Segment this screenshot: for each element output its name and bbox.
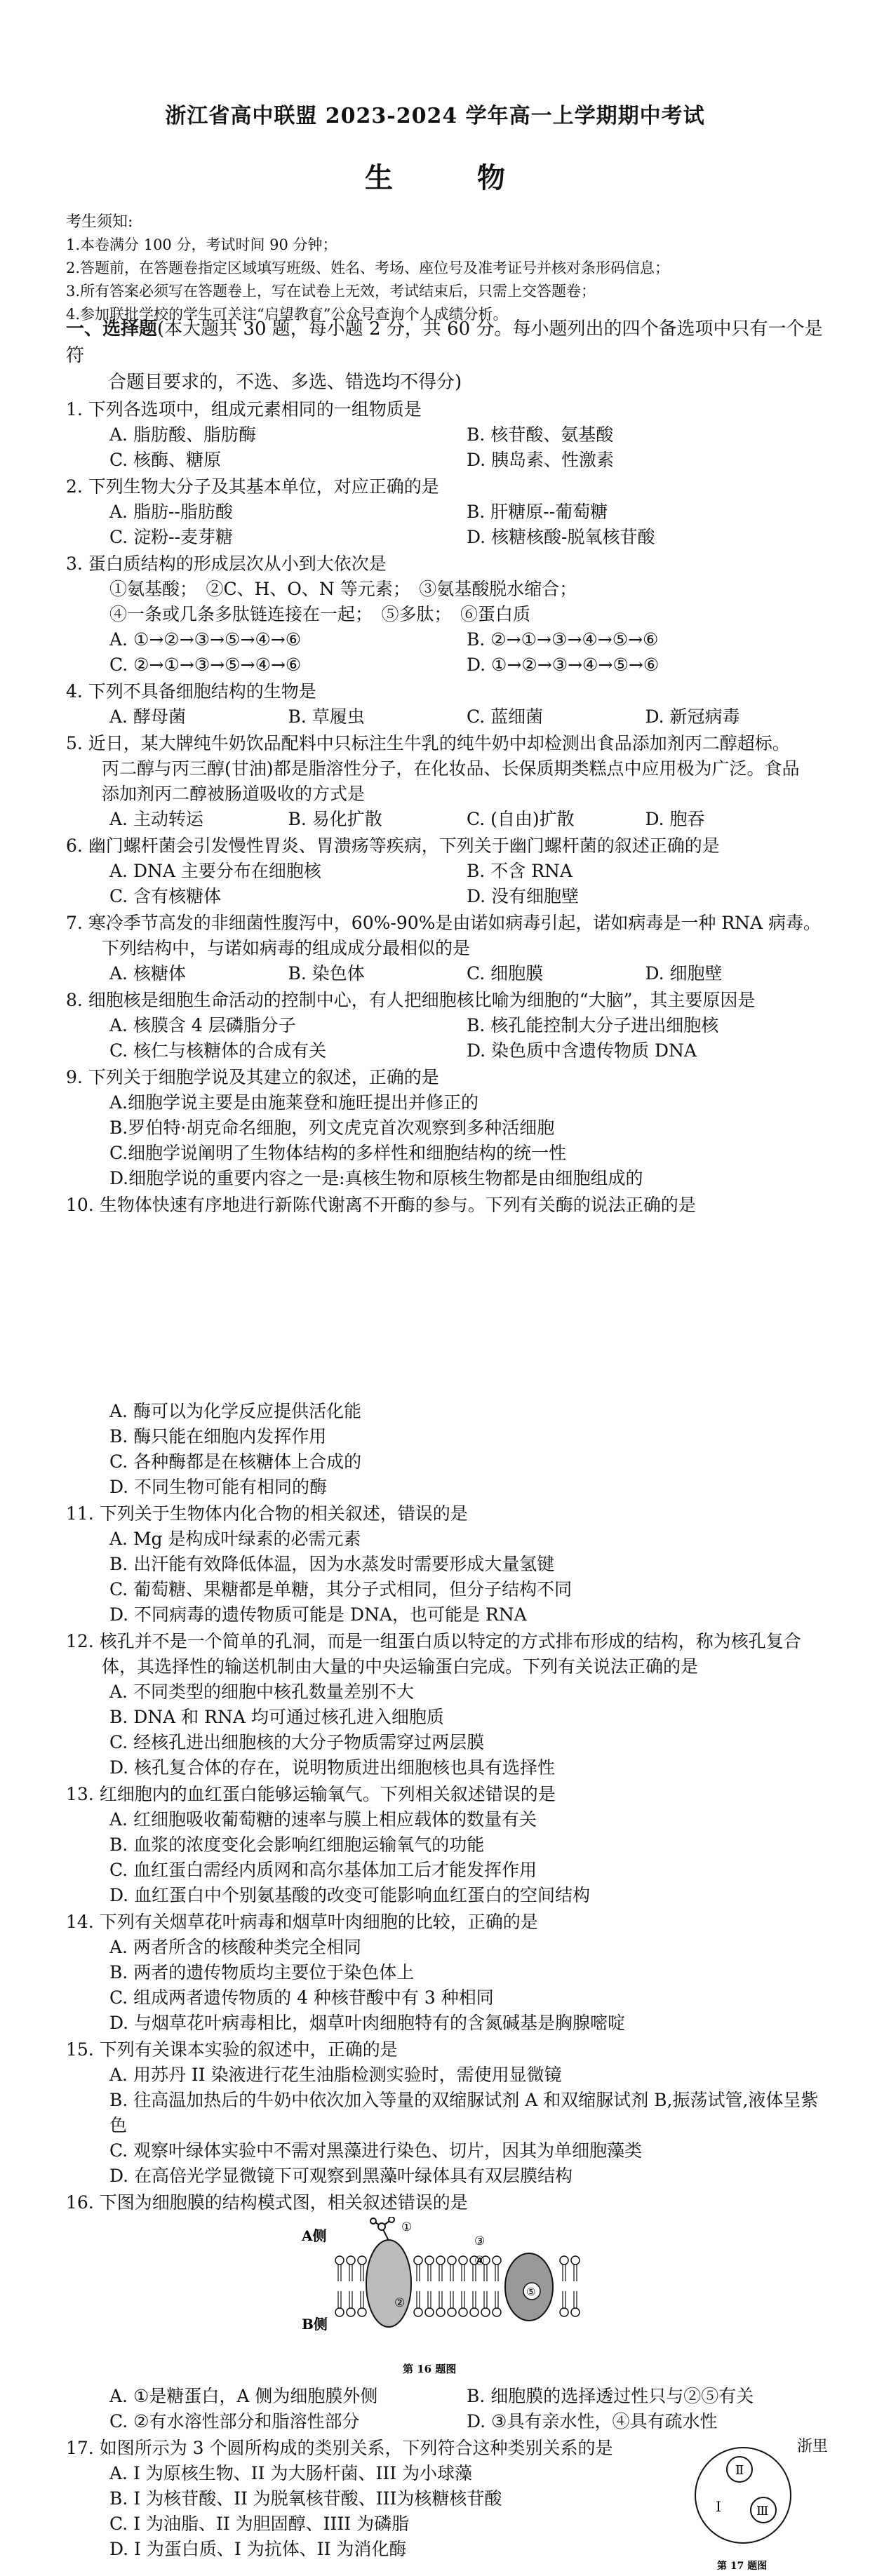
option: B. DNA 和 RNA 均可通过核孔进入细胞质 <box>109 1707 444 1727</box>
question-8 <box>66 988 824 1064</box>
option: B. 血浆的浓度变化会影响红细胞运输氧气的功能 <box>109 1834 485 1855</box>
option: A. ①是糖蛋白，A 侧为细胞膜外侧 <box>109 2386 378 2406</box>
phospholipid-head <box>335 2256 344 2265</box>
question-line: ④一条或几条多肽链连接在一起； ⑤多肽； ⑥蛋白质 <box>109 604 531 624</box>
option: C.细胞学说阐明了生物体结构的多样性和细胞结构的统一性 <box>109 1143 567 1163</box>
question-9 <box>66 1065 824 1191</box>
phospholipid-head <box>425 2256 434 2265</box>
option: D. 胞吞 <box>645 809 705 829</box>
membrane-diagram <box>297 2217 592 2382</box>
option: D. 与烟草花叶病毒相比，烟草叶肉细胞特有的含氮碱基是胸腺嘧啶 <box>109 2013 626 2033</box>
question-line: ①氨基酸； ②C、H、O、N 等元素； ③氨基酸脱水缩合； <box>109 579 577 599</box>
option: A. 主动转运 <box>109 809 203 829</box>
option: A. 不同类型的细胞中核孔数量差别不大 <box>109 1682 414 1702</box>
question-stem: 6. 幽门螺杆菌会引发慢性胃炎、胃溃疡等疾病，下列关于幽门螺杆菌的叙述正确的是 <box>66 836 720 856</box>
option: C. 组成两者遗传物质的 4 种核苷酸中有 3 种相同 <box>109 1987 494 2008</box>
question-12 <box>66 1629 824 1780</box>
question-5 <box>66 731 824 832</box>
venn-figure <box>690 2443 796 2576</box>
option: B. 肝糖原--葡萄糖 <box>467 502 608 522</box>
phospholipid-head <box>448 2256 456 2265</box>
option: B. 细胞膜的选择透过性只与②⑤有关 <box>467 2386 754 2406</box>
question-stem: 1. 下列各选项中，组成元素相同的一组物质是 <box>66 399 422 420</box>
option: D. 染色质中含遗传物质 DNA <box>467 1040 697 1061</box>
option: A. 核膜含 4 层磷脂分子 <box>109 1015 296 1035</box>
question-13 <box>66 1782 824 1908</box>
option: C. 核仁与核糖体的合成有关 <box>109 1040 327 1061</box>
section-heading <box>66 316 824 396</box>
question-7 <box>66 911 824 986</box>
notice-item: 4.参加联批学校的学生可关注“启望教育”公众号查询个人成绩分析。 <box>66 306 508 323</box>
question-stem: 13. 红细胞内的血红蛋白能够运输氧气。下列相关叙述错误的是 <box>66 1784 556 1804</box>
option: D. 不同病毒的遗传物质可能是 DNA，也可能是 RNA <box>109 1604 527 1625</box>
option: D. 核糖核酸-脱氧核苷酸 <box>467 527 655 547</box>
phospholipid-head <box>436 2308 445 2316</box>
phospholipid-head <box>481 2308 490 2316</box>
question-stem: 10. 生物体快速有序地进行新陈代谢离不开酶的参与。下列有关酶的说法正确的是 <box>66 1195 696 1215</box>
label-iii: Ⅲ <box>756 2504 769 2518</box>
question-stem: 15. 下列有关课本实验的叙述中，正确的是 <box>66 2039 398 2060</box>
phospholipid-head <box>358 2256 366 2265</box>
side-b-label: B侧 <box>302 2316 328 2333</box>
figure-caption: 第 17 题图 <box>717 2561 768 2572</box>
option: A. DNA 主要分布在细胞核 <box>109 861 321 881</box>
question-4 <box>66 679 824 730</box>
exam-title: 浙江省高中联盟 2023-2024 学年高一上学期期中考试 <box>165 104 705 128</box>
option: D. I 为蛋白质、I 为抗体、II 为消化酶 <box>109 2539 407 2559</box>
option: A. 脂肪酸、脂肪酶 <box>109 424 256 445</box>
question-3 <box>66 551 824 678</box>
footer-text: 浙里 <box>796 2438 828 2455</box>
option: C. 血红蛋白需经内质网和高尔基体加工后才能发挥作用 <box>109 1860 537 1880</box>
option: D. 核孔复合体的存在，说明物质进出细胞核也具有选择性 <box>109 1757 556 1778</box>
section-label: 一、选择题 <box>66 318 158 340</box>
option: D. 不同生物可能有相同的酶 <box>109 1477 328 1497</box>
notice-item: 3.所有答案必须写在答题卷上，写在试卷上无效，考试结束后，只需上交答题卷； <box>66 283 596 300</box>
option: A.细胞学说主要是由施莱登和施旺提出并修正的 <box>109 1092 479 1113</box>
phospholipid-head <box>358 2308 366 2316</box>
question-line: 下列结构中，与诺如病毒的组成成分最相似的是 <box>102 938 471 958</box>
phospholipid-head <box>347 2256 355 2265</box>
glycoprotein-chain <box>370 2217 394 2241</box>
option: A. I 为原核生物、II 为大肠杆菌、III 为小球藻 <box>109 2463 473 2483</box>
question-line: 丙二醇与丙三醇(甘油)都是脂溶性分子，在化妆品、长保质期类糕点中应用极为广泛。食品 <box>102 758 800 779</box>
option: B. 染色体 <box>288 963 365 984</box>
question-stem: 12. 核孔并不是一个简单的孔洞，而是一组蛋白质以特定的方式排布形成的结构，称为核孔复合 <box>66 1631 801 1651</box>
option: D. 胰岛素、性激素 <box>467 450 615 470</box>
option: C. 细胞膜 <box>467 963 544 984</box>
option: C. 葡萄糖、果糖都是单糖，其分子式相同，但分子结构不同 <box>109 1579 573 1599</box>
option: A. 酵母菌 <box>109 706 186 727</box>
side-a-label: A侧 <box>302 2227 327 2244</box>
question-10 <box>66 1193 824 1500</box>
phospholipid-head <box>425 2308 434 2316</box>
phospholipid-head <box>459 2256 467 2265</box>
phospholipid-head <box>493 2308 501 2316</box>
option: B. 易化扩散 <box>288 809 382 829</box>
option: D. 细胞壁 <box>645 963 723 984</box>
option: C. I 为油脂、II 为胆固醇、IIII 为磷脂 <box>109 2514 410 2534</box>
question-16 <box>66 2190 824 2434</box>
question-stem: 9. 下列关于细胞学说及其建立的叙述，正确的是 <box>66 1067 439 1087</box>
option: B. 出汗能有效降低体温，因为水蒸发时需要形成大量氢键 <box>109 1554 555 1574</box>
label-ii: Ⅱ <box>735 2463 744 2478</box>
question-stem: 17. 如图所示为 3 个圆所构成的类别关系，下列符合这种类别关系的是 <box>66 2438 613 2458</box>
question-line: 体，其选择性的输送机制由大量的中央运输蛋白完成。下列有关说法正确的是 <box>102 1656 699 1677</box>
subject-title: 生 物 <box>365 161 533 194</box>
figure-caption: 第 16 题图 <box>403 2363 457 2375</box>
option: C. ②有水溶性部分和脂溶性部分 <box>109 2411 360 2431</box>
label-2: ② <box>394 2296 406 2310</box>
phospholipid-head <box>335 2308 344 2316</box>
question-stem: 14. 下列有关烟草花叶病毒和烟草叶肉细胞的比较，正确的是 <box>66 1912 538 1932</box>
option: D. 没有细胞壁 <box>467 886 580 906</box>
question-stem: 8. 细胞核是细胞生命活动的控制中心，有人把细胞核比喻为细胞的“大脑”，其主要原因是 <box>66 990 756 1010</box>
question-stem: 7. 寒冷季节高发的非细菌性腹泻中，60%-90%是由诺如病毒引起，诺如病毒是一种 RNA 病毒。 <box>66 913 822 933</box>
question-line: 添加剂丙二醇被肠道吸收的方式是 <box>102 784 366 804</box>
option: D. ①→②→③→④→⑤→⑥ <box>467 655 660 675</box>
option: A. 脂肪--脂肪酸 <box>109 502 233 522</box>
questions-area <box>66 316 824 2572</box>
option: B. 往高温加热后的牛奶中依次加入等量的双缩脲试剂 A 和双缩脲试剂 B,振荡试管,液体呈紫色 <box>109 2090 819 2135</box>
phospholipid-head <box>560 2308 568 2316</box>
outer-circle <box>695 2448 791 2543</box>
option: C. 含有核糖体 <box>109 886 222 906</box>
option: C. ②→①→③→⑤→④→⑥ <box>109 655 302 675</box>
section-desc: (本大题共 30 题，每小题 2 分，共 60 分。每小题列出的四个备选项中只有一个是符 <box>66 318 823 366</box>
question-stem: 2. 下列生物大分子及其基本单位，对应正确的是 <box>66 476 439 497</box>
option: B.罗伯特·胡克命名细胞，列文虎克首次观察到多种活细胞 <box>109 1118 555 1138</box>
option: C. 各种酶都是在核糖体上合成的 <box>109 1451 362 1472</box>
question-stem: 5. 近日，某大牌纯牛奶饮品配料中只标注生牛乳的纯牛奶中却检测出食品添加剂丙二醇超标。 <box>66 733 790 753</box>
phospholipid-head <box>414 2308 422 2316</box>
question-11 <box>66 1501 824 1628</box>
option: A. ①→②→③→⑤→④→⑥ <box>109 629 302 650</box>
phospholipid-head <box>448 2308 456 2316</box>
option: A. 两者所含的核酸种类完全相同 <box>109 1937 361 1957</box>
option: D. 新冠病毒 <box>645 706 740 727</box>
blank-space <box>66 1218 824 1399</box>
phospholipid-head <box>459 2308 467 2316</box>
label-3: ③ <box>474 2234 486 2248</box>
option: B. 草履虫 <box>288 706 365 727</box>
phospholipid-head <box>571 2308 580 2316</box>
label-1: ① <box>401 2220 413 2234</box>
option: B. 核苷酸、氨基酸 <box>467 424 614 445</box>
option: A. Mg 是构成叶绿素的必需元素 <box>109 1529 361 1549</box>
membrane-figure <box>66 2215 824 2384</box>
phospholipid-head <box>493 2256 501 2265</box>
option: A. 酶可以为化学反应提供活化能 <box>109 1401 361 1421</box>
question-17 <box>66 2436 824 2572</box>
option: A. 核糖体 <box>109 963 186 984</box>
notice-item: 1.本卷满分 100 分，考试时间 90 分钟； <box>66 236 337 253</box>
phospholipid-head <box>560 2256 568 2265</box>
question-14 <box>66 1910 824 2036</box>
phospholipid-head <box>414 2256 422 2265</box>
label-i: I <box>716 2498 721 2515</box>
label-5: ⑤ <box>526 2286 536 2298</box>
option: B. ②→①→③→④→⑤→⑥ <box>467 629 659 650</box>
notice-block <box>66 210 669 326</box>
question-15 <box>66 2037 824 2189</box>
question-2 <box>66 474 824 550</box>
question-stem: 16. 下图为细胞膜的结构模式图，相关叙述错误的是 <box>66 2192 468 2213</box>
option: C. 蓝细菌 <box>467 706 544 727</box>
option: C. (自由)扩散 <box>467 809 575 829</box>
option: A. 红细胞吸收葡萄糖的速率与膜上相应载体的数量有关 <box>109 1809 537 1830</box>
question-stem: 3. 蛋白质结构的形成层次从小到大依次是 <box>66 554 387 574</box>
option: B. I 为核苷酸、II 为脱氧核苷酸、III为核糖核苷酸 <box>109 2488 502 2509</box>
option: C. 观察叶绿体实验中不需对黑藻进行染色、切片，因其为单细胞藻类 <box>109 2140 643 2161</box>
section-desc-cont: 合题目要求的，不选、多选、错选均不得分) <box>108 372 462 393</box>
phospholipid-head <box>436 2256 445 2265</box>
option: C. 淀粉--麦芽糖 <box>109 527 234 547</box>
question-stem: 4. 下列不具备细胞结构的生物是 <box>66 681 316 702</box>
option: D.细胞学说的重要内容之一是:真核生物和原核生物都是由细胞组成的 <box>109 1168 643 1188</box>
notice-item: 2.答题前，在答题卷指定区域填写班级、姓名、考场、座位号及准考证号并核对条形码信息； <box>66 260 670 276</box>
option: D. ③具有亲水性，④具有疏水性 <box>467 2411 718 2431</box>
option: C. 核酶、糖原 <box>109 450 222 470</box>
option: D. 在高倍光学显微镜下可观察到黑藻叶绿体具有双层膜结构 <box>109 2166 573 2186</box>
option: B. 不含 RNA <box>467 861 573 881</box>
option: B. 两者的遗传物质均主要位于染色体上 <box>109 1962 415 1983</box>
label-4: ④ <box>474 2254 486 2268</box>
option: D. 血红蛋白中个别氨基酸的改变可能影响血红蛋白的空间结构 <box>109 1885 591 1905</box>
question-1 <box>66 397 824 473</box>
phospholipid-head <box>571 2256 580 2265</box>
option: B. 酶只能在细胞内发挥作用 <box>109 1426 327 1447</box>
notice-heading: 考生须知: <box>66 213 133 231</box>
option: B. 核孔能控制大分子进出细胞核 <box>467 1015 719 1035</box>
phospholipid-head <box>470 2308 479 2316</box>
question-stem: 11. 下列关于生物体内化合物的相关叙述，错误的是 <box>66 1503 468 1524</box>
question-6 <box>66 833 824 909</box>
option: A. 用苏丹 II 染液进行花生油脂检测实验时，需使用显微镜 <box>109 2065 562 2085</box>
option: C. 经核孔进出细胞核的大分子物质需穿过两层膜 <box>109 1732 485 1752</box>
phospholipid-head <box>347 2308 355 2316</box>
protein-left <box>366 2240 411 2327</box>
